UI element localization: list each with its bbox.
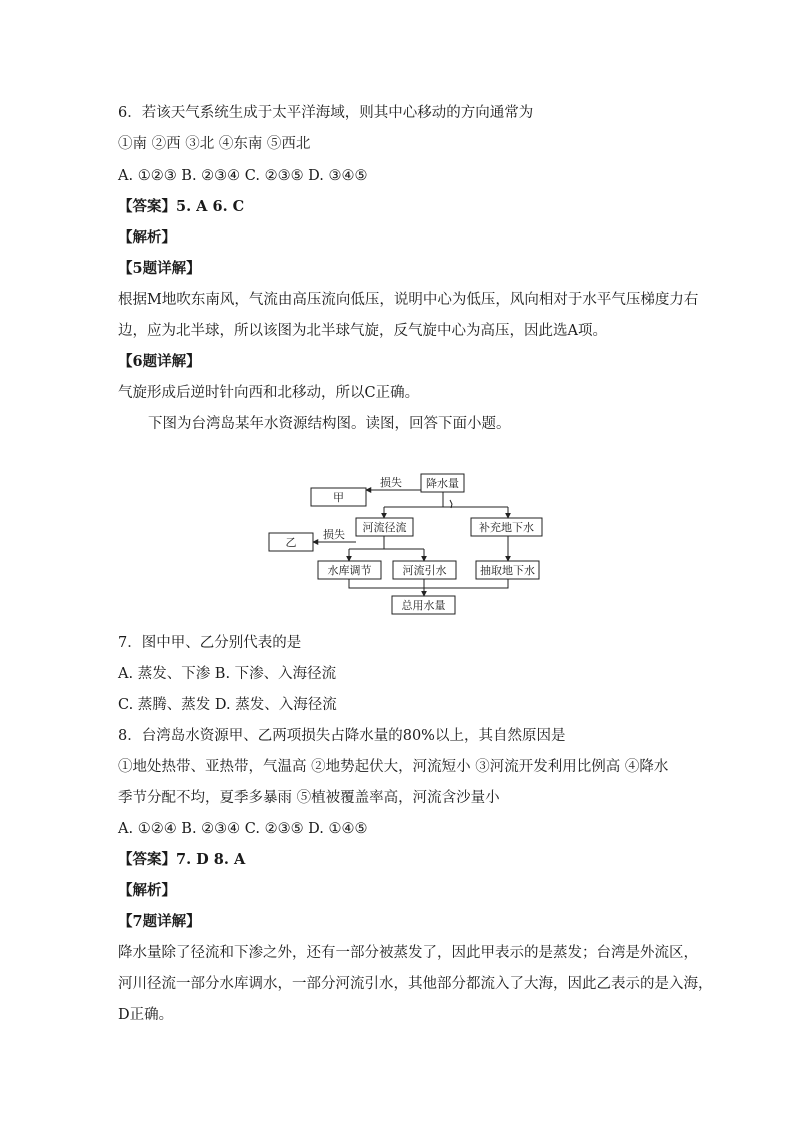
loss-label-1: 损失 — [380, 476, 402, 489]
box-precip-label: 降水量 — [426, 477, 459, 490]
q5-detail-line-1: 根据M地吹东南风，气流由高压流向低压，说明中心为低压，风向相对于水平气压梯度力右 — [118, 292, 699, 308]
q8-stem: 8．台湾岛水资源甲、乙两项损失占降水量的80%以上，其自然原因是 — [118, 728, 566, 744]
q6-options: A. ①②③ B. ②③④ C. ②③⑤ D. ③④⑤ — [118, 168, 368, 184]
q7-detail-line-3: D正确。 — [118, 1007, 174, 1023]
q7-options-cd: C. 蒸腾、蒸发 D. 蒸发、入海径流 — [118, 697, 337, 713]
q6-detail-header: 【6题详解】 — [118, 353, 201, 370]
q6-stem: 6．若该天气系统生成于太平洋海域，则其中心移动的方向通常为 — [118, 105, 534, 121]
analysis-header-1: 【解析】 — [118, 229, 176, 246]
q7-detail-header: 【7题详解】 — [118, 913, 201, 930]
q8-items-line-2: 季节分配不均，夏季多暴雨 ⑤植被覆盖率高，河流含沙量小 — [118, 790, 500, 806]
q8-options: A. ①②④ B. ②③④ C. ②③⑤ D. ①④⑤ — [118, 821, 368, 837]
box-extract-gw-label: 抽取地下水 — [480, 564, 535, 577]
box-recharge-gw-label: 补充地下水 — [479, 521, 534, 534]
line-merge — [349, 579, 508, 588]
box-total-use-label: 总用水量 — [401, 599, 446, 612]
q7-stem: 7．图中甲、乙分别代表的是 — [118, 635, 302, 651]
analysis-header-2: 【解析】 — [118, 882, 176, 899]
q6-detail-line-1: 气旋形成后逆时针向西和北移动，所以C正确。 — [118, 385, 420, 401]
box-river-diversion-label: 河流引水 — [402, 564, 447, 577]
q7-options-ab: A. 蒸发、下渗 B. 下渗、入海径流 — [118, 666, 337, 682]
box-yi-label: 乙 — [285, 536, 297, 549]
q7-detail-line-2: 河川径流一部分水库调水，一部分河流引水，其他部分都流入了大海，因此乙表示的是入海， — [118, 976, 713, 992]
q5-detail-header: 【5题详解】 — [118, 260, 201, 277]
loss-label-2: 损失 — [323, 528, 345, 541]
answer-7-8: 【答案】7. D 8. A — [118, 851, 246, 868]
q6-items: ①南 ②西 ③北 ④东南 ⑤西北 — [118, 136, 311, 152]
answer-5-6: 【答案】5. A 6. C — [118, 198, 245, 215]
box-reservoir-label: 水库调节 — [327, 564, 372, 577]
diagram-intro: 下图为台湾岛某年水资源结构图。读图，回答下面小题。 — [148, 416, 511, 432]
q8-items-line-1: ①地处热带、亚热带，气温高 ②地势起伏大，河流短小 ③河流开发利用比例高 ④降水 — [118, 759, 669, 775]
box-jia-label: 甲 — [333, 491, 344, 504]
q7-detail-line-1: 降水量除了径流和下渗之外，还有一部分被蒸发了，因此甲表示的是蒸发；台湾是外流区， — [118, 945, 698, 961]
q5-detail-line-2: 边，应为北半球，所以该图为北半球气旋，反气旋中心为高压，因此选A项。 — [118, 323, 607, 339]
box-river-runoff-label: 河流径流 — [362, 521, 407, 534]
